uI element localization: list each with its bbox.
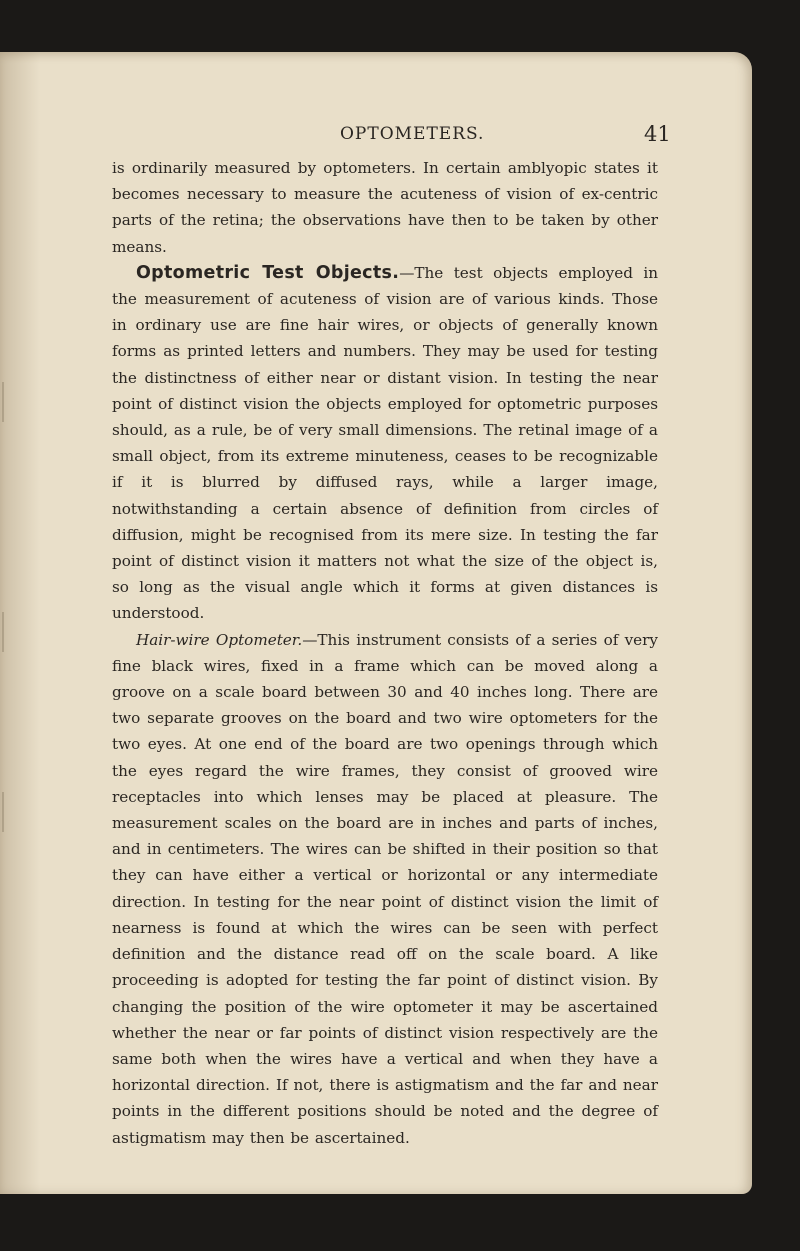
binding-mark bbox=[2, 792, 22, 832]
paragraph-test-objects bbox=[112, 260, 658, 627]
running-head: OPTOMETERS. bbox=[340, 124, 485, 144]
paragraph-hair-wire-body: —This instrument consists of a series of very fine black wires, fixed in a frame which can be moved along a groove on a scale board between 30 and 40 inches long. There are two separate grooves on the board and two wire optometers for the two eyes. At one end of the board are two openings through which the eyes regard the wire frames, they consist of grooved wire receptacles into which lenses may be placed at pleasure. The measurement scales on the board are in inches and parts of inches, and in centimeters. The wires can be shifted in their position so that they can have either a vertical or horizontal or any intermediate direction. In testing for the near point of distinct vision the limit of nearness is found at which the wires can be seen with perfect definition and the distance read off on the scale board. A like proceeding is adopted for testing the far point of distinct vision. By changing the position of the wire optometer it may be ascertained whether the near or far points of distinct vision respectively are the same both when the wires have a vertical and when they have a horizontal direction. If not, there is astigmatism and the far and near points in the different positions should be noted and the degree of astigmatism may then be ascertained. bbox=[112, 630, 658, 1147]
page-number: 41 bbox=[644, 122, 671, 146]
body-text bbox=[112, 155, 658, 1151]
paragraph-hair-wire bbox=[112, 627, 658, 1151]
binding-mark bbox=[2, 612, 22, 652]
binding-mark bbox=[2, 382, 22, 422]
page-header bbox=[0, 122, 752, 152]
section-heading-test-objects: Optometric Test Objects. bbox=[136, 262, 400, 283]
section-heading-hair-wire: Hair-wire Optometer. bbox=[136, 630, 303, 649]
paragraph-continuation: is ordinarily measured by optometers. In certain amblyopic states it becomes necessary to measure the acuteness of vision of ex-centric parts of the retina; the observations have then to be taken by other means. bbox=[112, 159, 658, 256]
paragraph-test-objects-body: —The test objects employed in the measurement of acuteness of vision are of various kinds. Those in ordinary use are fine hair wires, or objects of generally known forms as printed letters and numbers. They may be used for testing the distinctness of either near or distant vision. In testing the near point of distinct vision the objects employed for optometric purposes should, as a rule, be of very small dimensions. The retinal image of a small object, from its extreme minuteness, ceases to be recognizable if it is blurred by diffused rays, while a larger image, notwithstanding a certain absence of definition from circles of diffusion, might be recognised from its mere size. In testing the far point of distinct vision it matters not what the size of the object is, so long as the visual angle which it forms at given distances is understood. bbox=[112, 263, 658, 623]
